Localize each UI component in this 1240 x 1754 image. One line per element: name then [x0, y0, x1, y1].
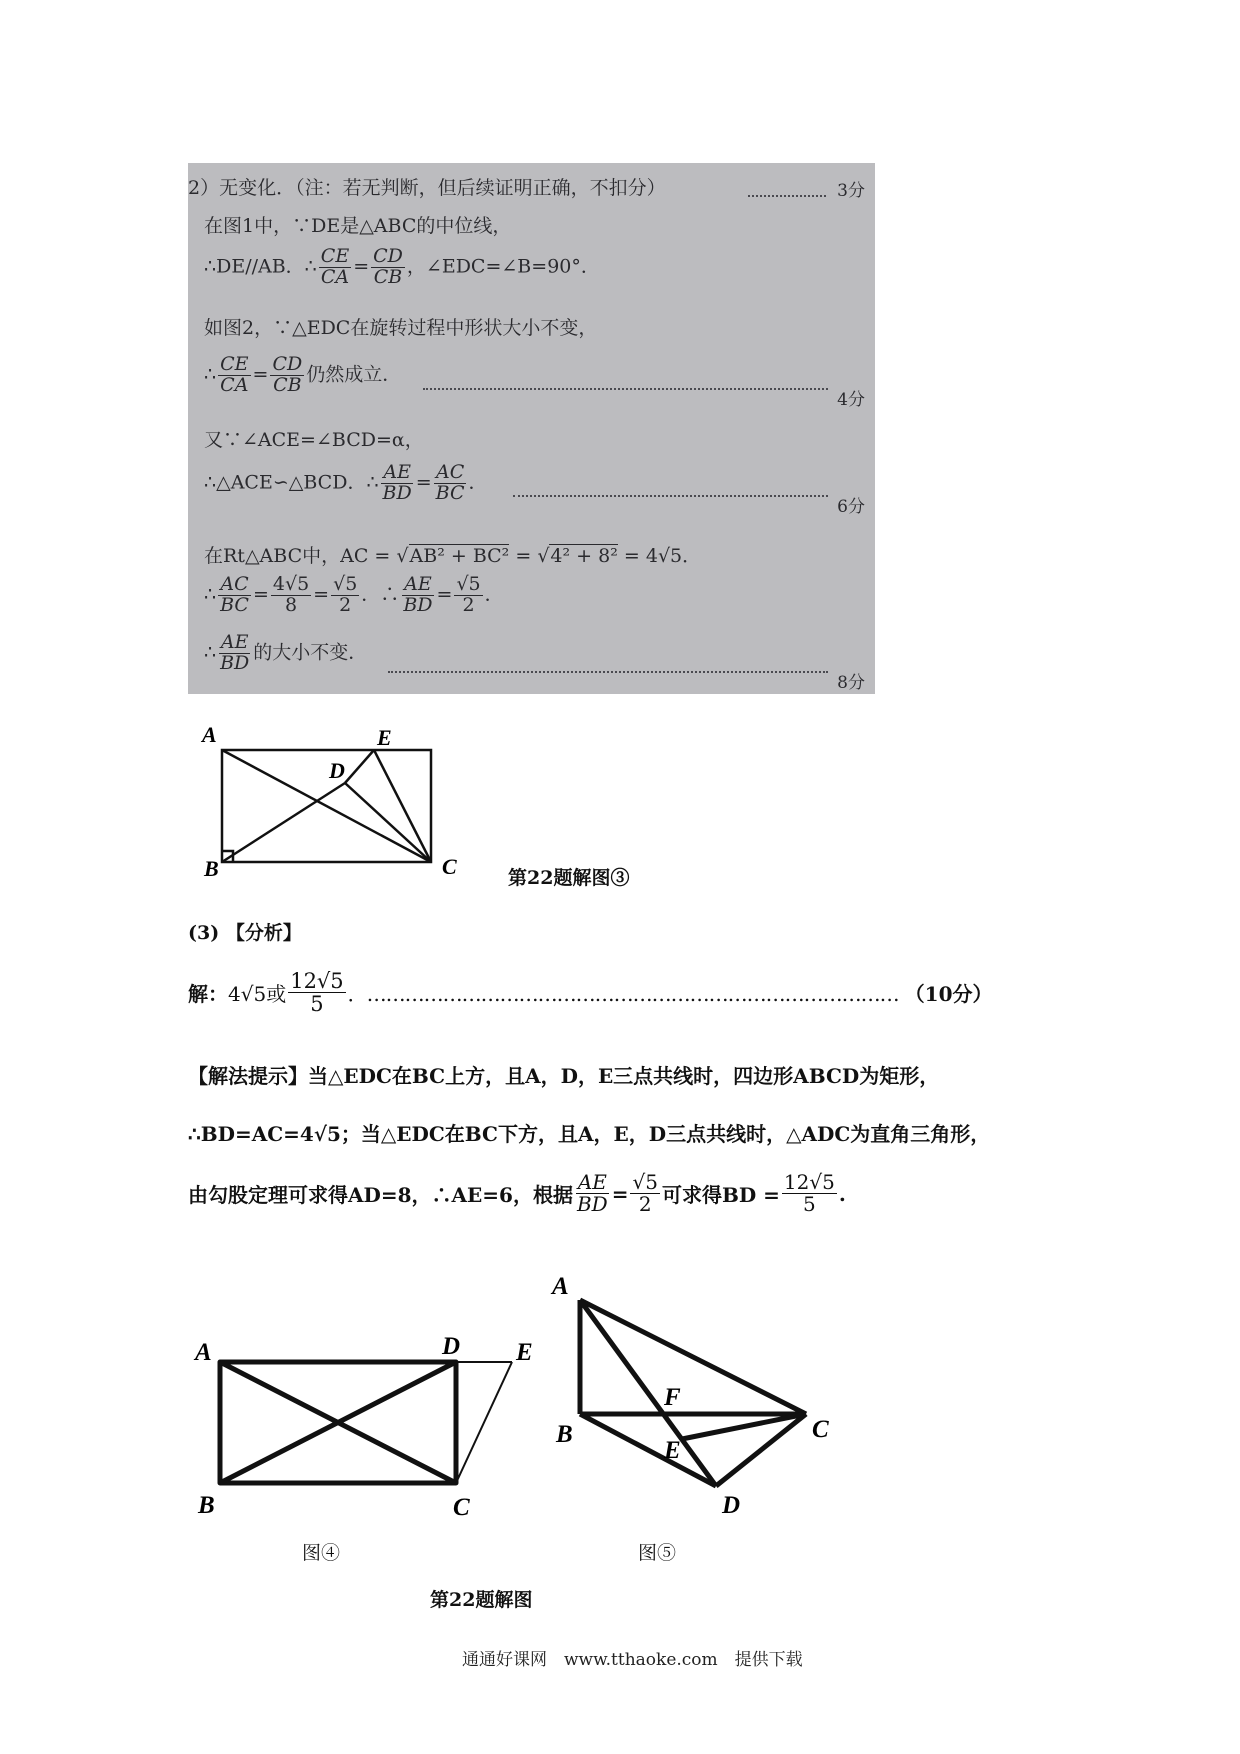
figure-5-diagram	[540, 1262, 840, 1522]
fig5-label-b: B	[556, 1421, 573, 1448]
scan-line-6: 又∵∠ACE=∠BCD=α，	[204, 429, 424, 451]
scan-leader	[423, 388, 828, 390]
hint-line-2: ∴BD=AC=4√5；当△EDC在BC下方，且A，E，D三点共线时，△ADC为直角三角形，	[188, 1122, 991, 1146]
fig5-label-c: C	[812, 1416, 829, 1443]
scan-leader	[513, 495, 828, 497]
scan-points: 6分	[837, 497, 865, 517]
fig5-label-d: D	[722, 1492, 741, 1519]
scan-line-1: 2）无变化．（注：若无判断，但后续证明正确，不扣分）	[188, 177, 666, 199]
scan-line-2: 在图1中，∵DE是△ABC的中位线，	[204, 215, 512, 237]
fig3-label-b: B	[204, 856, 219, 880]
figure-3-caption: 第22题解图③	[508, 867, 630, 889]
fig3-label-d: D	[329, 758, 345, 783]
figure-5-caption: 图⑤	[638, 1542, 677, 1564]
fig3-label-a: A	[202, 722, 217, 747]
fig5-label-e: E	[664, 1437, 681, 1464]
hint-line-1: 【解法提示】当△EDC在BC上方，且A，D，E三点共线时，四边形ABCD为矩形，	[188, 1064, 940, 1088]
hint-line-3: 由勾股定理可求得AD=8，∴AE=6，根据 $\frac{AE}{BD}$ = $\frac{√5}{2}$ 可求得BD = $\frac{12√5}{5}$ .	[188, 1170, 846, 1216]
fig4-label-c: C	[453, 1494, 470, 1520]
figure-4-caption: 图④	[302, 1542, 341, 1564]
fig4-label-e: E	[516, 1339, 533, 1366]
fig5-label-a: A	[552, 1273, 569, 1300]
fig4-label-a: A	[195, 1339, 212, 1366]
scanned-solution-image	[188, 163, 875, 694]
scan-leader	[388, 671, 828, 673]
scan-line-4: 如图2，∵△EDC在旋转过程中形状大小不变，	[204, 317, 598, 339]
fig3-label-e: E	[377, 725, 392, 750]
scan-line-10: ∴ $\frac{AE}{BD}$ 的大小不变．	[204, 631, 368, 674]
fig5-label-f: F	[664, 1384, 681, 1411]
figure-3-diagram	[190, 720, 480, 880]
scan-line-7: ∴△ACE∽△BCD．∴ $\frac{AE}{BD}$ = $\frac{AC}{BC}$ ．	[204, 461, 488, 504]
answer-line: 解： 4√5或 $\frac{12√5}{5}$ ．………………………………………………………………………… （10分）	[188, 969, 993, 1017]
section-heading: (3) 【分析】	[188, 922, 302, 944]
fig3-label-c: C	[442, 854, 457, 879]
scan-line-3: ∴DE//AB．∴ $\frac{CE}{CA}$ = $\frac{CD}{CB}$ ，∠EDC=∠B=90°．	[204, 245, 600, 288]
scan-points: 3分	[837, 181, 865, 201]
scan-line-9: ∴ $\frac{AC}{BC}$ = $\frac{4√5}{8}$ = $\frac{√5}{2}$ ．∴ $\frac{AE}{BD}$ = $\frac{√5}{2}$ ．	[204, 573, 504, 616]
scan-line-8: 在Rt△ABC中，AC = √AB² + BC² = √4² + 8² = 4√5．	[204, 545, 702, 567]
fig4-label-b: B	[198, 1492, 215, 1519]
fig4-label-d: D	[442, 1333, 461, 1360]
scan-line-5: ∴ $\frac{CE}{CA}$ = $\frac{CD}{CB}$ 仍然成立．	[204, 353, 402, 396]
figures-caption: 第22题解图	[430, 1589, 533, 1611]
scan-points: 8分	[837, 673, 865, 693]
figure-4-diagram	[190, 1320, 550, 1520]
scan-points: 4分	[837, 390, 865, 410]
footer-text: 通通好课网 www.tthaoke.com 提供下载	[462, 1650, 803, 1670]
scan-leader	[748, 195, 826, 197]
